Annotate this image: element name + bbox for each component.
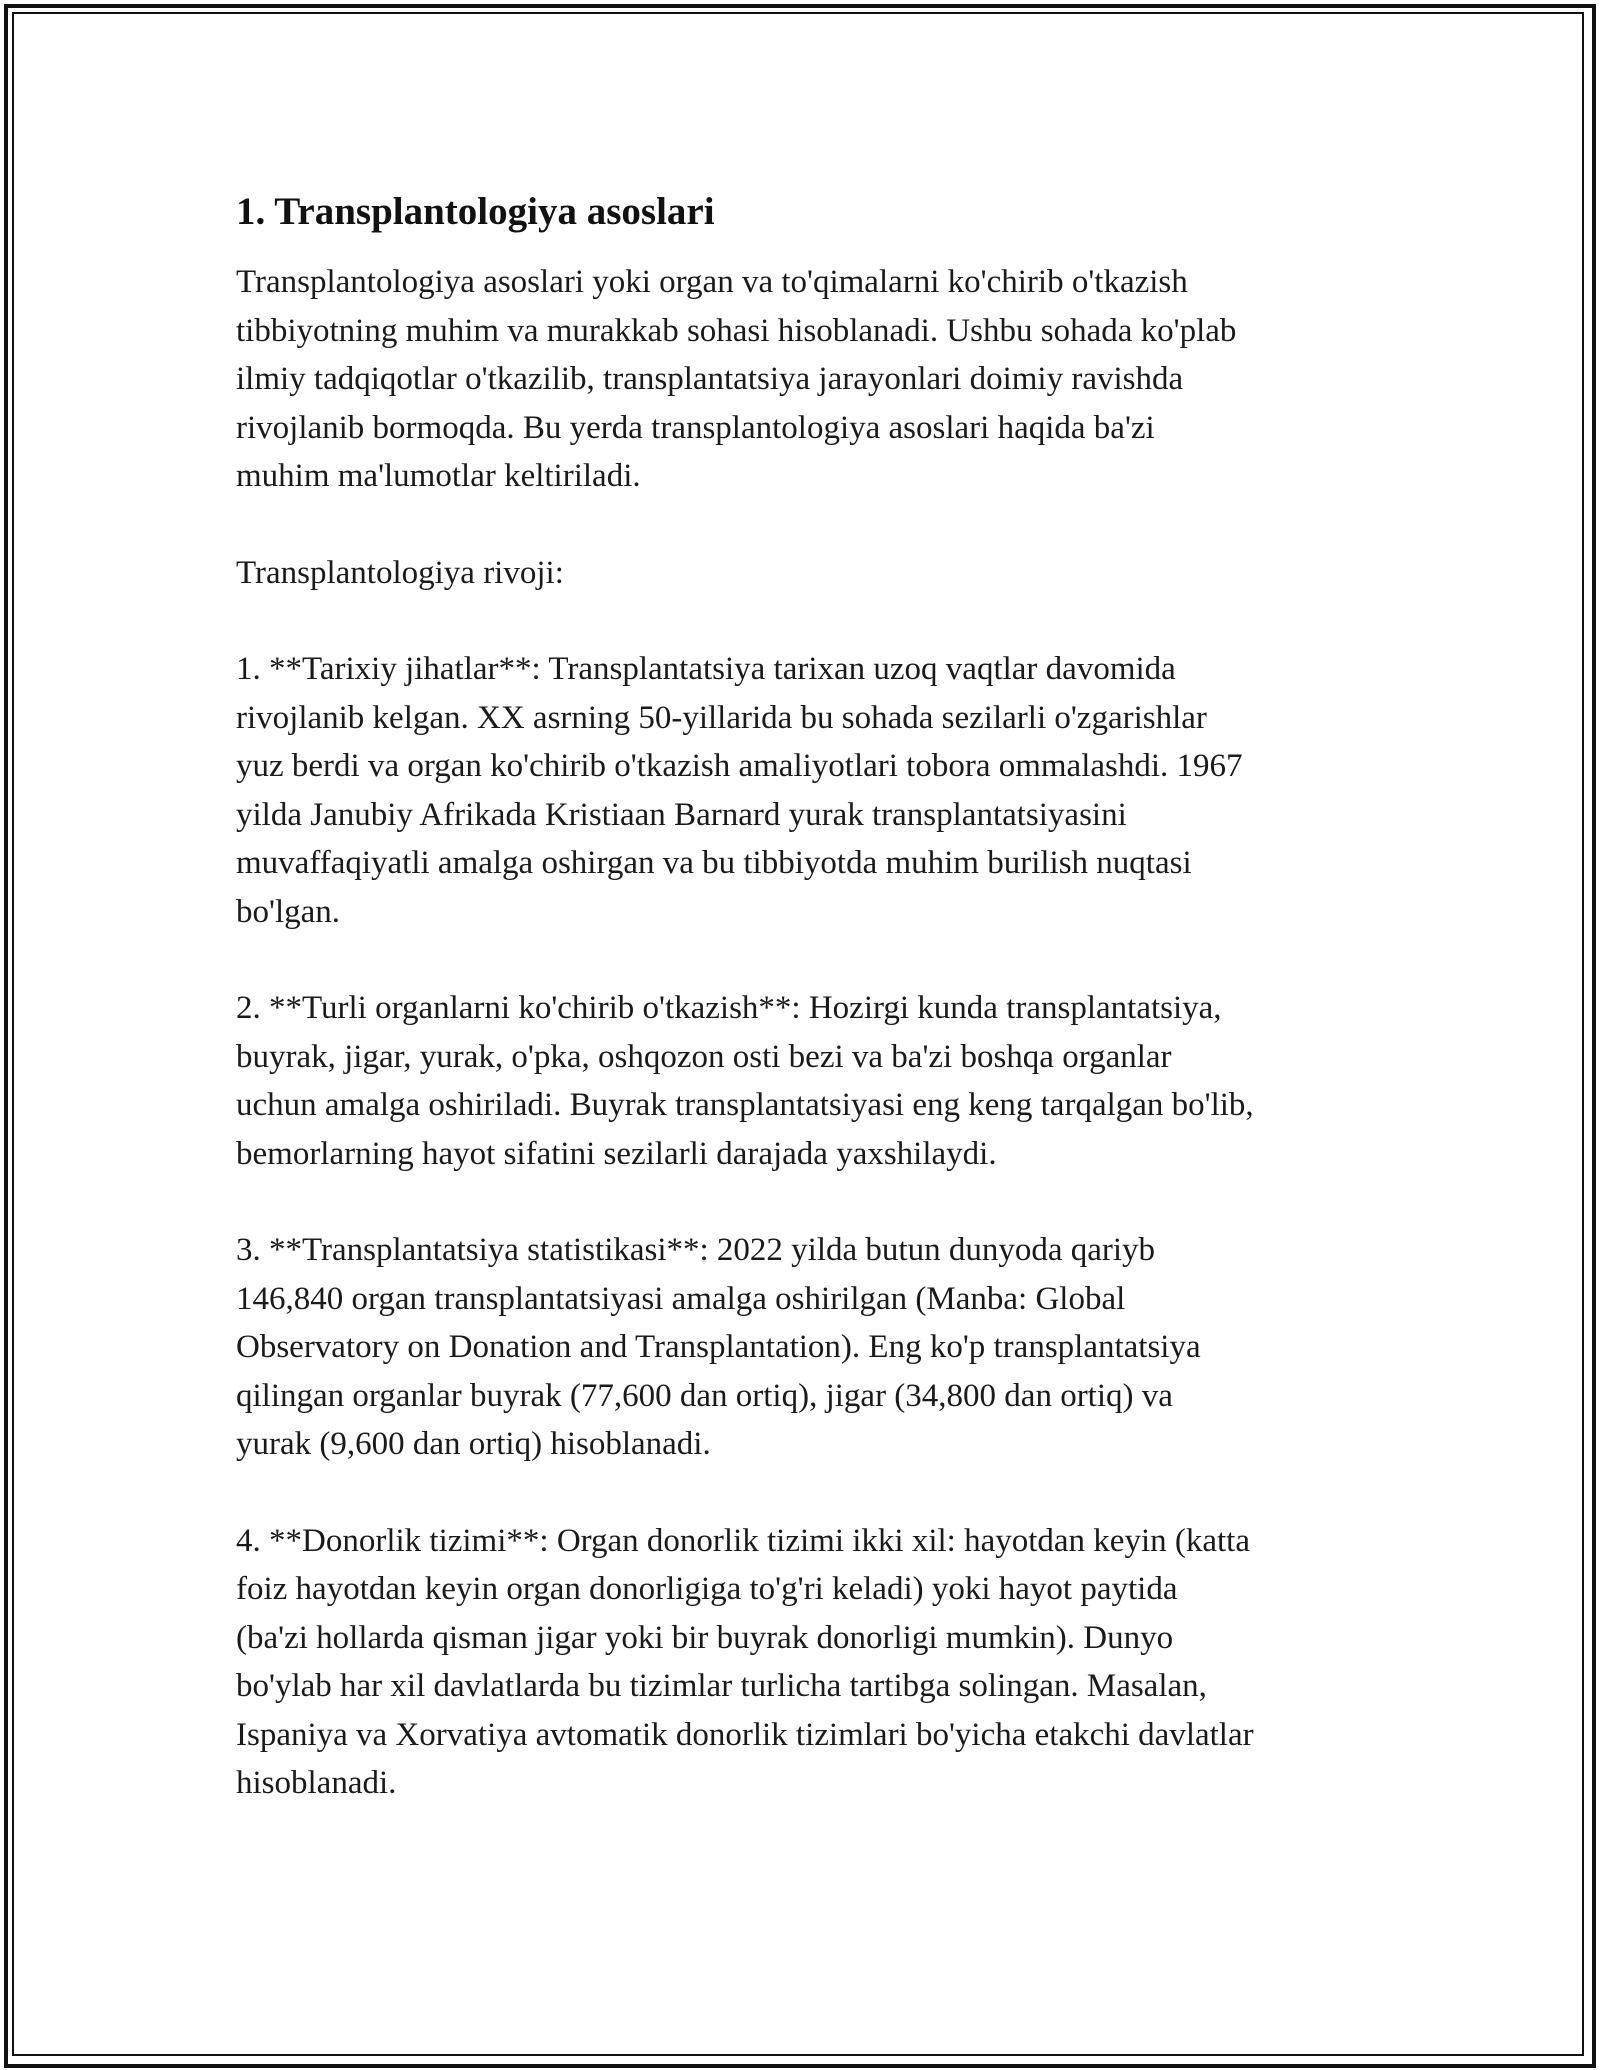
list-item-history: 1. **Tarixiy jihatlar**: Transplantatsiya tarixan uzoq vaqtlar davomida rivojlanib kelgan. XX asrning 50-yillarida bu sohada sezilarli o'zgarishlar yuz berdi va organ ko'chirib o'tkazish amaliyotlari tobora ommalashdi. 1967 yilda Janubiy Afrikada Kristiaan Barnard yurak transplantatsiyasini muvaffaqiyatli amalga oshirgan va bu tibbiyotda muhim burilish nuqtasi bo'lgan. [236,651,1243,930]
list-item-organs: 2. **Turli organlarni ko'chirib o'tkazish**: Hozirgi kunda transplantatsiya, buyrak, jigar, yurak, o'pka, oshqozon osti bezi va ba'zi boshqa organlar uchun amalga oshiriladi. Buyrak transplantatsiyasi eng keng tarqalgan bo'lib, bemorlarning hayot sifatini sezilarli darajada yaxshilaydi. [236,990,1254,1172]
list-item-donor-system: 4. **Donorlik tizimi**: Organ donorlik tizimi ikki xil: hayotdan keyin (katta foiz hayotdan keyin organ donorligiga to'g'ri keladi) yoki hayot paytida (ba'zi hollarda qisman jigar yoki bir buyrak donorligi mumkin). Dunyo bo'ylab har xil davlatlarda bu tizimlar turlicha tartibga solingan. Masalan, Ispaniya va Xorvatiya avtomatik donorlik tizimlari bo'yicha etakchi davlatlar hisoblanadi. [236,1522,1254,1801]
list-item-statistics: 3. **Transplantatsiya statistikasi**: 2022 yilda butun dunyoda qariyb 146,840 organ transplantatsiyasi amalga oshirilgan (Manba: Global Observatory on Donation and Transplantation). Eng ko'p transplantatsiya qilingan organlar buyrak (77,600 dan ortiq), jigar (34,800 dan ortiq) va yurak (9,600 dan ortiq) hisoblanadi. [236,1232,1201,1462]
section-heading: Transplantologiya rivoji: [236,554,564,591]
document-body [236,188,1386,1856]
intro-paragraph: Transplantologiya asoslari yoki organ va to'qimalarni ko'chirib o'tkazish tibbiyotning muhim va murakkab sohasi hisoblanadi. Ushbu sohada ko'plab ilmiy tadqiqotlar o'tkazilib, transplantatsiya jarayonlari doimiy ravishda rivojlanib bormoqda. Bu yerda transplantologiya asoslari haqida ba'zi muhim ma'lumotlar keltiriladi. [236,264,1237,494]
document-title: 1. Transplantologiya asoslari [236,190,715,233]
